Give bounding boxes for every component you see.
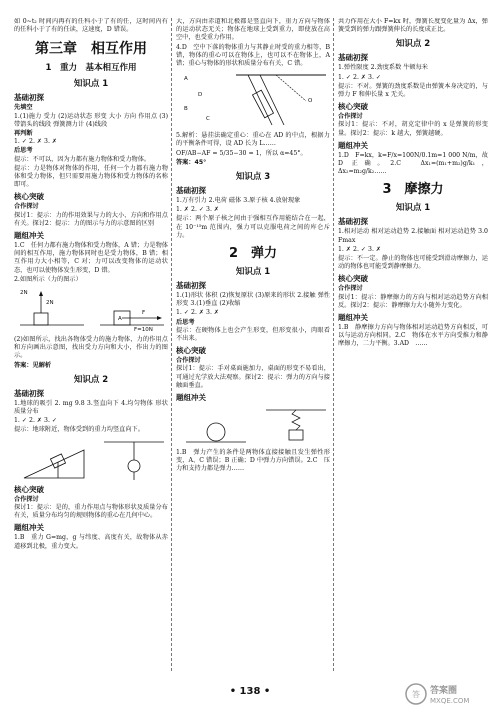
figure-label: A: [184, 76, 188, 83]
think-item: 提示：不可以，因为力都有施力物体和受力物体。: [14, 155, 151, 163]
kp3-after: 提示：两个原子核之间由于强相互作用能结合在一起，在 10⁻¹⁵m 范围内，强力可以克服电荷之间的库仑斥力。: [176, 215, 330, 239]
spring-svg: [176, 406, 330, 446]
sub-heading: 后思考: [14, 147, 33, 155]
watermark-logo-icon: [404, 681, 492, 707]
kp2-coop-text: 探讨1：提示：不对，胡克定律中的 x 是弹簧的形变量。探讨2：提示：k 越大，弹簧越硬。: [338, 121, 488, 137]
gravity-figure: [14, 438, 168, 482]
kp1-attack-text: 1.B 弹力产生的条件是两物体直接接触且发生弹性形变，A、C 错误；B 正确；D 中弹力方向错误。2.C 压力和支持力都是弹力……: [176, 449, 330, 473]
section-heading: 核心突破: [14, 484, 44, 494]
kp1-rethink: 1. ✗ 2. ✓ 3. ✗: [338, 245, 382, 253]
knowledge-point-title: 知识点 1: [235, 267, 271, 278]
think-item: 提示：力是物体对物体的作用，任何一个力都有施力物体和受力物体，但只需要用施力物体和受力物体的名称即可。: [14, 164, 168, 189]
column-3: [338, 18, 488, 683]
item-text: 4.D 空中下落的物体重力与其静止时受的重力相等，B 错，物体的重心可以在物体上，也可以不在物体上，A 错；重心与物体的形状和质量分布有关，C 错。: [176, 43, 330, 68]
chapter-title: 2 弹力: [228, 246, 278, 262]
figure-label: 2N: [20, 290, 28, 297]
figure-label: B: [184, 106, 188, 113]
sub-heading: 后思考: [176, 318, 195, 326]
section-heading: 题组冲关: [14, 523, 44, 533]
section-heading: 基础初探: [176, 281, 206, 291]
force-diagram-figure: [14, 287, 168, 333]
attack-item: 2.如图所示（力的图示）: [14, 275, 82, 283]
answer-label: 答案：45°: [176, 158, 207, 166]
section-heading: 基础初探: [14, 388, 44, 398]
section-heading: 题组冲关: [14, 231, 44, 241]
column-divider: [333, 18, 334, 671]
column-2: [176, 18, 330, 683]
intro-text: 如 0~t₂ 时间内再有的任科小于了有的任，这时间内有的任科小于了有的任读，这速度，D 错误。: [14, 18, 168, 34]
fill-text: 1.(1)施力 受力 (2)运动状态 形变 大小 方向 作用点 (3)带箭头的线段 弹簧测力计 (4)线段: [14, 112, 168, 128]
kp1-fill: 1.(1)形状 体积 (2)恢复原状 (3)原来的形状 2.接触 弹性形变 3.(1)垂直 (2)收缩: [176, 292, 330, 308]
figure-label: O: [308, 98, 313, 105]
section-title: 1 重力 基本相互作用: [45, 63, 137, 74]
kp1-after: 提示：在硬物体上也会产生形变，但形变很小，肉眼看不出来。: [176, 326, 330, 343]
section-heading: 题组冲关: [338, 313, 368, 323]
kp1-coop-text: 探讨1：提示：手对桌面施加力，桌面的形变不易看出，可通过光学放大法观察。探讨2：提示：弹力的方向与接触面垂直。: [176, 365, 330, 389]
figure-label: F=10N: [134, 327, 153, 334]
section-heading: 题组冲关: [338, 140, 368, 150]
sub-heading: 合作探讨: [14, 495, 39, 503]
suspension-figure: [176, 71, 330, 129]
figure-label: 2N: [46, 300, 54, 307]
kp2-after: 提示：不对。弹簧的劲度系数是由弹簧本身决定的，与弹力 F 和伸长量 x 无关。: [338, 82, 488, 99]
section-heading: 核心突破: [14, 192, 44, 202]
section-heading: 基础初探: [338, 53, 368, 63]
page-number: • 138 •: [229, 686, 271, 697]
gravity-svg: [14, 438, 168, 482]
kp2-after: 提示：地球附近，物体受到的重力均竖直向下。: [14, 426, 144, 434]
figure-label: F: [142, 310, 146, 317]
kp1-fill: 1.相对运动 相对运动趋势 2.接触面 相对运动趋势 3.0 Fmax: [338, 228, 488, 244]
svg-text:MXQE.COM: MXQE.COM: [430, 697, 470, 705]
kp2-coop-text: 探讨1：提示：是的，重力作用点与物体形状及质量分布有关，质量分布均匀的规则物体的重心在几何中心。: [14, 503, 168, 520]
figure-label: C: [206, 116, 210, 123]
section-heading: 基础初探: [14, 93, 44, 103]
section-heading: 核心突破: [338, 102, 368, 112]
intro-text: 共力作用在大小 F=kx 时，弹簧长度变化量为 Δx，弹簧受到的弹力跟弹簧伸长的长度成正比。: [338, 18, 488, 34]
answer-label: 答案：见解析: [14, 361, 52, 369]
coop-text: 探讨1：提示：力的作用效果与力的大小、方向和作用点有关。探讨2：提示：力的图示与力的示意图的区别: [14, 211, 168, 227]
section-heading: 题组冲关: [176, 393, 206, 403]
sub-heading: 先填空: [14, 104, 33, 112]
intro-text: 大，方向由赤道和北极都是竖直向下，重力方向与物体的运动状态无关；物体在地球上受到重力，即使放在高空中，也受重力作用。: [176, 18, 330, 42]
item-text: 5.解析：悬挂法确定重心：重心在 AD 的中点，根据力的平衡条件可得，设 AD 长为 L……: [176, 132, 330, 148]
kp2-attack-text: 1.B 重力 G=mg，g 与纬度、高度有关，故物体从赤道移到北极，重力变大。: [14, 534, 168, 550]
kp1-attack-text: 1.B 静摩擦力方向与物体相对运动趋势方向相反，可以与运动方向相同。2.C 物体在水平方向受推力和静摩擦力，二力平衡。3.AD ……: [338, 324, 488, 348]
kp2-fill: 1.弹性限度 2.劲度系数 牛顿每米: [338, 64, 428, 72]
chapter-title: 3 摩擦力: [382, 182, 444, 198]
svg-text:答: 答: [412, 690, 420, 699]
kp1-rethink: 1. ✓ 2. ✗ 3. ✗: [176, 309, 220, 317]
kp2-rethink: 1. ✓ 2. ✗ 3. ✓: [14, 417, 58, 425]
figure-label: A: [118, 316, 122, 323]
suspension-svg: [176, 71, 330, 129]
section-heading: 核心突破: [338, 274, 368, 284]
knowledge-point-title: 知识点 2: [73, 374, 109, 385]
figure-label: D: [198, 92, 203, 99]
knowledge-point-title: 知识点 3: [235, 172, 271, 183]
sub-heading: 合作探讨: [14, 203, 39, 211]
rethink-answers: 1. ✓ 2. ✗ 3. ✗: [14, 138, 58, 146]
knowledge-point-title: 知识点 1: [395, 203, 431, 214]
spring-figure: [176, 406, 330, 446]
sub-heading: 合作探讨: [338, 113, 363, 121]
column-1: [14, 18, 168, 683]
column-divider: [171, 18, 172, 671]
sub-heading: 再判断: [14, 130, 33, 138]
chapter-title: 第三章 相互作用: [35, 41, 147, 58]
sub-heading: 合作探讨: [176, 357, 201, 365]
kp2-rethink: 1. ✓ 2. ✗ 3. ✓: [338, 73, 382, 81]
attack-item: 1.C 任何力都有施力物体和受力物体，A 错；力是物体间的相互作用，施力物体同时也是受力物体，B 错；相互作用力大小相等，C 对；力可以改变物体的运动状态，也可以使物体发生形变，D 错。: [14, 242, 168, 274]
kp1-after: 提示：不一定。静止的物体也可能受到滑动摩擦力，运动的物体也可能受到静摩擦力。: [338, 255, 488, 271]
kp1-coop-text: 探讨1：提示：静摩擦力的方向与相对运动趋势方向相反。探讨2：提示：静摩擦力大小随外力变化。: [338, 293, 488, 309]
kp3-rethink: 1. ✗ 2. ✓ 3. ✗: [176, 206, 220, 214]
section-heading: 基础初探: [338, 217, 368, 227]
kp3-fill: 1.万有引力 2.电荷 磁体 3.原子核 4.放射现象: [176, 197, 301, 205]
kp2-attack-text: 1.D F=kx，k=F/x=100N/0.1m=1 000 N/m，故 D 正确。2.C Δx₁=(m₁+m₂)g/k₁，Δx₂=m₂g/k₂……: [338, 151, 488, 176]
extra-text: (2)如图所示，找出各物体受力的施力物体，力的作用点和方向画出示意图，找出受力方向和大小，作出力的图示。: [14, 336, 168, 360]
kp2-fill: 1.地球的吸引 2. mg 9.8 3.竖直向下 4.均匀物体 形状 质量分布: [14, 399, 168, 416]
svg-text:答案圈: 答案圈: [430, 686, 458, 696]
calc-text: OF/AB−AF = 5/35−30 = 1，所以 α=45°。: [176, 149, 307, 157]
knowledge-point-title: 知识点 2: [395, 39, 431, 50]
knowledge-point-title: 知识点 1: [73, 79, 109, 90]
section-heading: 基础初探: [176, 186, 206, 196]
sub-heading: 合作探讨: [338, 285, 363, 293]
section-heading: 核心突破: [176, 346, 206, 356]
